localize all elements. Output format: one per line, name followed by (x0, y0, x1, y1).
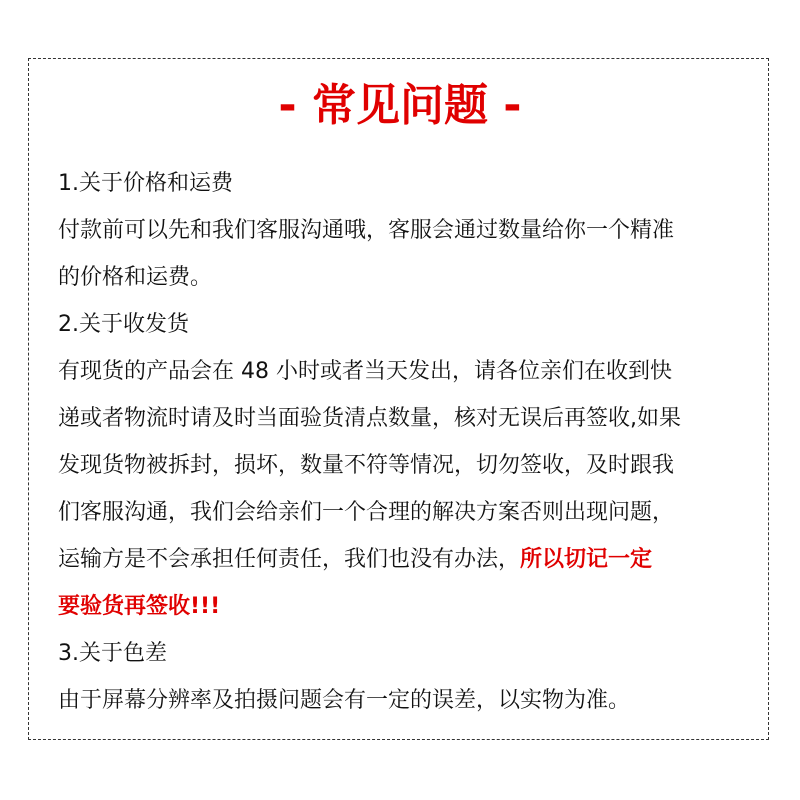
faq-line (58, 536, 758, 583)
body-text: 们客服沟通，我们会给亲们一个合理的解决方案否则出现问题， (58, 500, 675, 525)
faq-line (58, 348, 758, 395)
faq-line (58, 583, 758, 630)
emphasis-text: 所以切记一定 (520, 547, 653, 572)
faq-line (58, 254, 758, 301)
faq-content (58, 160, 758, 724)
emphasis-text: 要验货再签收!!! (58, 594, 221, 619)
body-text: 1.关于价格和运费 (58, 171, 233, 196)
body-text: 由于屏幕分辨率及拍摄问题会有一定的误差，以实物为准。 (58, 688, 631, 713)
faq-line (58, 442, 758, 489)
body-text: 的价格和运费。 (58, 265, 213, 290)
body-text: 递或者物流时请及时当面验货清点数量，核对无误后再签收,如果 (58, 406, 681, 431)
page-title: - 常见问题 - (278, 80, 522, 131)
body-text: 有现货的产品会在 48 小时或者当天发出，请各位亲们在收到快 (58, 359, 672, 384)
faq-line (58, 677, 758, 724)
faq-line (58, 160, 758, 207)
body-text: 付款前可以先和我们客服沟通哦，客服会通过数量给你一个精准 (58, 218, 675, 243)
body-text: 2.关于收发货 (58, 312, 189, 337)
faq-line (58, 207, 758, 254)
body-text: 运输方是不会承担任何责任，我们也没有办法， (58, 547, 521, 572)
body-text: 3.关于色差 (58, 641, 167, 666)
faq-line (58, 630, 758, 677)
body-text: 发现货物被拆封，损坏，数量不符等情况，切勿签收，及时跟我 (58, 453, 675, 478)
faq-line (58, 395, 758, 442)
faq-line (58, 489, 758, 536)
faq-line (58, 301, 758, 348)
